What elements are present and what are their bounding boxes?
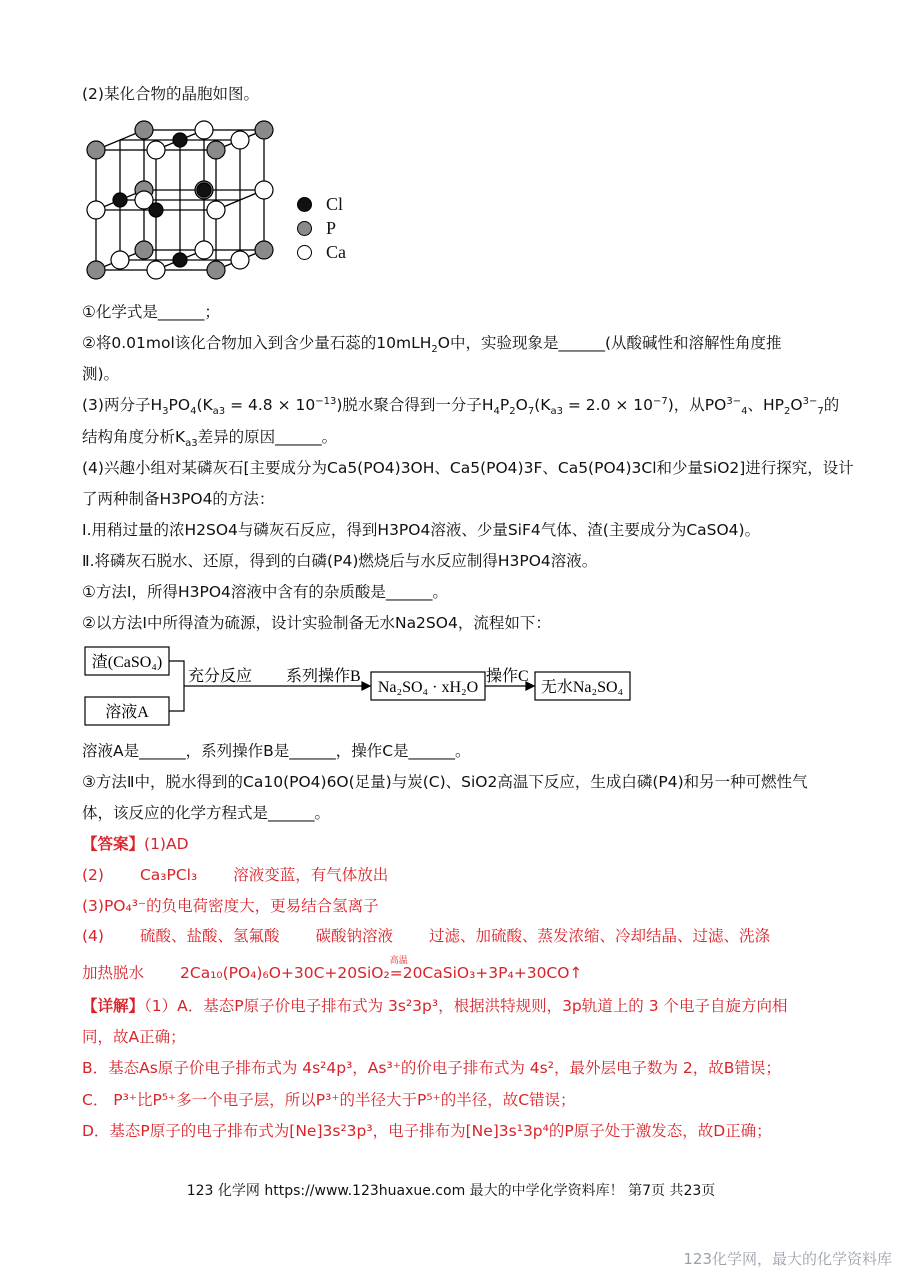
cl-atom bbox=[173, 133, 187, 147]
q4-line2: 了两种制备H3PO4的方法： bbox=[82, 490, 275, 508]
q2-intro: (2)某化合物的晶胞如图。 bbox=[82, 85, 259, 103]
flow-step-react: 充分反应 bbox=[188, 668, 253, 685]
p-atom bbox=[255, 121, 273, 139]
q4-sub1: ①方法Ⅰ，所得H3PO4溶液中含有的杂质酸是______。 bbox=[82, 583, 448, 601]
q3-line2: 结构角度分析$K_{a3}$差异的原因______。 bbox=[82, 428, 338, 450]
p-atom bbox=[135, 241, 153, 259]
answer-line5: 加热脱水 2Ca₁₀(PO₄)₆O+30C+20SiO₂ 高温 =20CaSiO₃+3P₄+30CO↑ bbox=[82, 963, 582, 983]
p-atom bbox=[87, 261, 105, 279]
flow-step-c: 操作C bbox=[486, 668, 529, 685]
q3-line1: (3)两分子$H_3PO_4(K_{a3} = 4.8 \times 10^{-13})$脱水聚合得到一分子$H_4P_2O_7(K_{a3} = 2.0 \times 10^{-7})$，从$PO^{3-}_4$、$HP_2O^{3-}_7$的 bbox=[82, 395, 840, 418]
legend-p: P bbox=[326, 217, 337, 238]
flow-box-anhydrous: 无水Na₂SO₄ bbox=[540, 679, 624, 696]
q4-sub2: ②以方法Ⅰ中所得渣为硫源，设计实验制备无水Na2SO4，流程如下： bbox=[82, 614, 551, 632]
equation-left: 2Ca₁₀(PO₄)₆O+30C+20SiO₂ bbox=[180, 964, 390, 982]
answer-operation-b: 过滤、加硫酸、蒸发浓缩、冷却结晶、过滤、洗涤 bbox=[429, 927, 771, 945]
p-legend-icon bbox=[297, 221, 312, 236]
answer-phenomenon: 溶液变蓝，有气体放出 bbox=[233, 866, 389, 884]
preparation-flowchart bbox=[84, 645, 644, 729]
ca-atom bbox=[195, 121, 213, 139]
cl-atom bbox=[113, 193, 127, 207]
ca-atom bbox=[147, 141, 165, 159]
answer-operation-c: 加热脱水 bbox=[82, 964, 145, 982]
answer-line2: (2) Ca₃PCl₃ 溶液变蓝，有气体放出 bbox=[82, 866, 389, 884]
answer-1: (1)AD bbox=[144, 835, 189, 853]
answer-label: 【答案】 bbox=[82, 835, 145, 853]
page-footer: 123 化学网 https://www.123huaxue.com 最大的中学化学资料库！ 第7页 共23页 bbox=[186, 1183, 716, 1199]
ca-atom bbox=[231, 251, 249, 269]
flow-box-hydrate: Na₂SO₄ · xH₂O bbox=[377, 679, 479, 696]
equation-condition: 高温 bbox=[389, 956, 408, 966]
q2-sub1: ①化学式是______； bbox=[82, 303, 220, 321]
atom-legend bbox=[297, 192, 346, 264]
ca-atom bbox=[111, 251, 129, 269]
ca-atom bbox=[87, 201, 105, 219]
q4-line1: (4)兴趣小组对某磷灰石[主要成分为Ca5(PO4)3OH、Ca5(PO4)3F、Ca5(PO4)3Cl和少量SiO2]进行探究，设计 bbox=[82, 459, 854, 477]
answer-line1 bbox=[82, 834, 189, 854]
ca-atom bbox=[207, 201, 225, 219]
p-atom bbox=[135, 121, 153, 139]
ca-atom bbox=[255, 181, 273, 199]
flow-box-residue: 渣(CaSO₄) bbox=[91, 654, 163, 671]
answer-line4: (4) 硫酸、盐酸、氢氟酸 碳酸钠溶液 过滤、加硫酸、蒸发浓缩、冷却结晶、过滤、洗涤 bbox=[82, 927, 771, 945]
answer-line3: (3)PO₄³⁻的负电荷密度大，更易结合氢离子 bbox=[82, 897, 379, 915]
detail-label: 【详解】 bbox=[82, 997, 145, 1015]
ca-legend-icon bbox=[297, 245, 312, 260]
q4-sub3-line1: ③方法Ⅱ中，脱水得到的Ca10(PO4)6O(足量)与炭(C)、SiO2高温下反应，生成白磷(P4)和另一种可燃性气 bbox=[82, 773, 808, 791]
cl-legend-icon bbox=[297, 197, 312, 212]
ca-atom bbox=[195, 241, 213, 259]
q4-method1: Ⅰ.用稍过量的浓H2SO4与磷灰石反应，得到H3PO4溶液、少量SiF4气体、渣(主要成分为CaSO4)。 bbox=[82, 521, 761, 539]
p-atom bbox=[255, 241, 273, 259]
equation-right: 20CaSiO₃+3P₄+30CO↑ bbox=[402, 964, 583, 982]
q2-sub2-line1: ②将0.01mol该化合物加入到含少量石蕊的10mLH$_2$O中，实验现象是______(从酸碱性和溶解性角度推 bbox=[82, 334, 782, 356]
answer-impurity-acids: 硫酸、盐酸、氢氟酸 bbox=[139, 927, 280, 945]
q4-method2: Ⅱ.将磷灰石脱水、还原，得到的白磷(P4)燃烧后与水反应制得H3PO4溶液。 bbox=[82, 552, 598, 570]
legend-cl: Cl bbox=[326, 193, 344, 214]
flow-box-solution-a: 溶液A bbox=[105, 704, 149, 721]
flow-step-b: 系列操作B bbox=[286, 668, 361, 685]
watermark: 123化学网，最大的化学资料库 bbox=[683, 1250, 892, 1268]
ca-atom bbox=[231, 131, 249, 149]
p-atom bbox=[87, 141, 105, 159]
detail-line5: D．基态P原子的电子排布式为[Ne]3s²3p³，电子排布为[Ne]3s¹3p⁴的P原子处于激发态，故D正确； bbox=[82, 1122, 772, 1140]
q4-sub3-line2: 体，该反应的化学方程式是______。 bbox=[82, 804, 331, 822]
cl-atom bbox=[149, 203, 163, 217]
answer-formula: Ca₃PCl₃ bbox=[139, 866, 198, 884]
cl-atom bbox=[197, 183, 211, 197]
answer-solution-a: 碳酸钠溶液 bbox=[315, 927, 393, 945]
cl-atom bbox=[173, 253, 187, 267]
ca-atom bbox=[147, 261, 165, 279]
crystal-cell-diagram bbox=[84, 114, 284, 286]
p-atom bbox=[207, 261, 225, 279]
detail-line3: B．基态As原子价电子排布式为 4s²4p³，As³⁺的价电子排布式为 4s²，最外层电子数为 2，故B错误； bbox=[82, 1059, 781, 1077]
detail-line4: C． P³⁺比P⁵⁺多一个电子层，所以P³⁺的半径大于P⁵⁺的半径，故C错误； bbox=[82, 1091, 576, 1109]
p-atom bbox=[207, 141, 225, 159]
q2-sub2-line2: 测)。 bbox=[82, 365, 120, 383]
detail-line1: 【详解】（1）A．基态P原子价电子排布式为 3s²3p³，根据洪特规则，3p轨道上的 3 个电子自旋方向相 bbox=[82, 997, 788, 1015]
legend-ca: Ca bbox=[326, 241, 346, 262]
q4-sub2-blanks: 溶液A是______，系列操作B是______，操作C是______。 bbox=[82, 742, 471, 760]
detail-line2: 同，故A正确； bbox=[82, 1028, 186, 1046]
